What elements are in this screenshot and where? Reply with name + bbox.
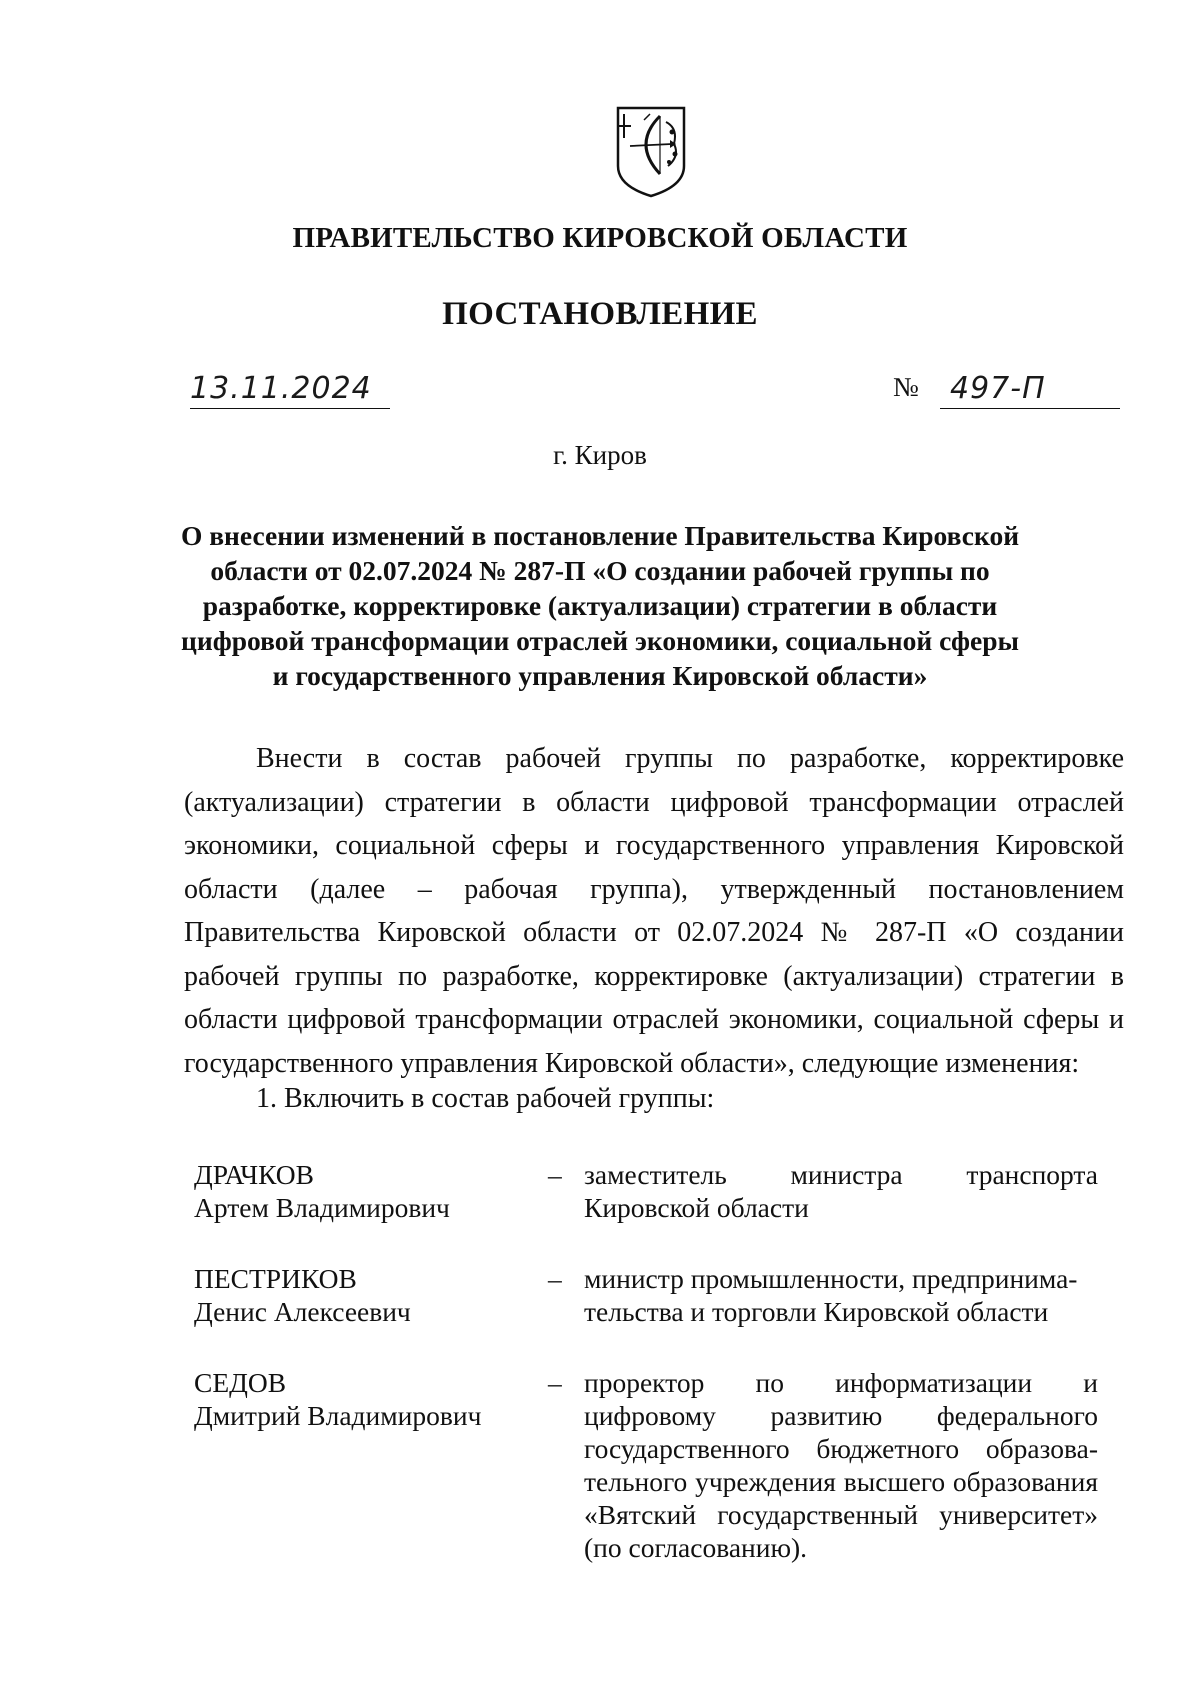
member-role bbox=[584, 1158, 1098, 1224]
member-dash: – bbox=[548, 1367, 562, 1398]
document-subject: О внесении изменений в постановление Правительства Кировской области от 02.07.2024 № 287-П «О создании рабочей группы по разработке, корректировке (актуализации) стратегии в области цифровой трансформации отраслей экономики, социальной сферы и государственного управления Кировской области» bbox=[180, 520, 1020, 691]
body-paragraph: Внести в состав рабочей группы по разработке, корректировке (актуализации) стратегии в области цифровой трансформации отраслей экономики, социальной сферы и государственного управления Кировской области (далее – рабочая группа), утвержденный постановлением Правительства Кировской области от 02.07.2024 № 287-П «О создании рабочей группы по разработке, корректировке (актуализации) стратегии в области цифровой трансформации отраслей экономики, социальной сферы и государственного управления Кировской области», следующие изменения: bbox=[184, 743, 1124, 1079]
member-dash: – bbox=[548, 1159, 562, 1190]
member-surname: ДРАЧКОВ bbox=[194, 1159, 314, 1190]
member-name bbox=[194, 1158, 514, 1224]
member-entry bbox=[0, 1366, 1200, 1586]
role-line: тельства и торговли Кировской области bbox=[584, 1296, 1049, 1327]
document-number: 497-П bbox=[950, 371, 1046, 406]
role-line: (по согласованию). bbox=[584, 1532, 808, 1563]
role-line: тельного учреждения высшего образования bbox=[584, 1466, 1098, 1497]
city-line: г. Киров bbox=[553, 440, 647, 470]
organization-title: ПРАВИТЕЛЬСТВО КИРОВСКОЙ ОБЛАСТИ bbox=[292, 222, 908, 254]
member-surname: СЕДОВ bbox=[194, 1367, 287, 1398]
role-line: Кировской области bbox=[584, 1192, 809, 1223]
member-role bbox=[584, 1262, 1098, 1328]
member-given-name: Дмитрий Владимирович bbox=[194, 1400, 482, 1431]
member-entry bbox=[0, 1262, 1200, 1342]
member-surname: ПЕСТРИКОВ bbox=[194, 1263, 357, 1294]
role-line: заместитель министра транспорта bbox=[584, 1159, 1098, 1190]
member-entry bbox=[0, 1158, 1200, 1238]
member-given-name: Денис Алексеевич bbox=[194, 1296, 411, 1327]
role-line: цифровому развитию федерального bbox=[584, 1400, 1098, 1431]
document-date: 13.11.2024 bbox=[190, 371, 372, 406]
member-dash: – bbox=[548, 1263, 562, 1294]
member-given-name: Артем Владимирович bbox=[194, 1192, 450, 1223]
member-name bbox=[194, 1262, 514, 1328]
document-type-heading: ПОСТАНОВЛЕНИЕ bbox=[442, 296, 758, 332]
document-number-field bbox=[940, 368, 1120, 409]
member-name bbox=[194, 1366, 514, 1432]
kirov-coat-of-arms-icon bbox=[614, 104, 688, 198]
role-line: министр промышленности, предпринима- bbox=[584, 1263, 1078, 1294]
role-line: государственного бюджетного образова- bbox=[584, 1433, 1098, 1464]
document-date-field bbox=[190, 368, 390, 409]
list-item-1: 1. Включить в состав рабочей группы: bbox=[256, 1083, 715, 1114]
role-line: проректор по информатизации и bbox=[584, 1367, 1098, 1398]
role-line: «Вятский государственный университет» bbox=[584, 1499, 1098, 1530]
member-role bbox=[584, 1366, 1098, 1564]
number-label: № bbox=[893, 372, 919, 402]
